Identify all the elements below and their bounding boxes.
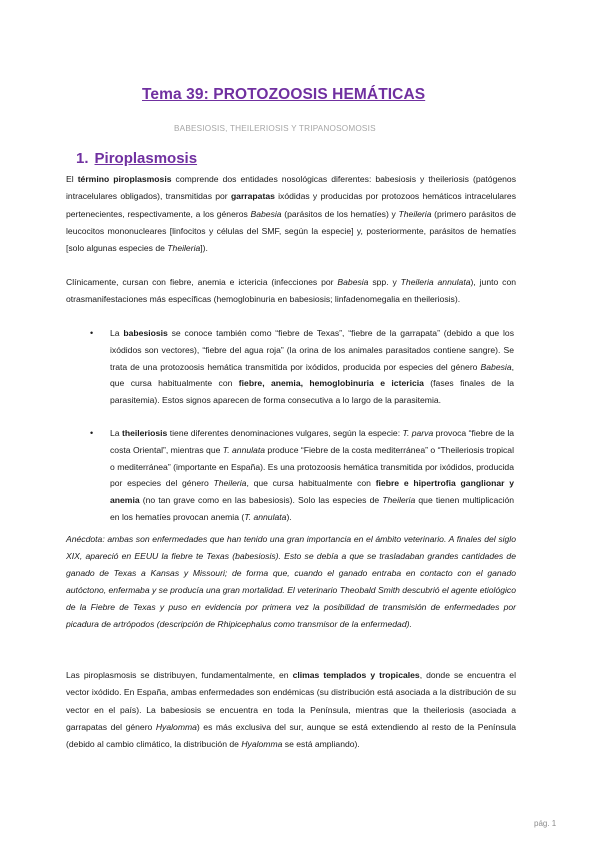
distribution-paragraph: Las piroplasmosis se distribuyen, fundamentalmente, en climas templados y tropicales, donde se encuentra el vector ixódido. En España, ambas enfermedades son endémicas (su distribución está asociada a la distribución de su vector en el país). La babesiosis se encuentra en toda la Península, mientras que la theileriosis (asociada a garrapatas del género Hyalomma) es más exclusiva del sur, aunque se está extendiendo al resto de la Península (debido al cambio climático, la distribución de Hyalomma se está ampliando). [66, 670, 516, 750]
section-heading [76, 150, 197, 167]
bullet-marker: • [90, 428, 94, 438]
bullet-marker: • [90, 328, 94, 338]
clinical-paragraph: Clínicamente, cursan con fiebre, anemia e ictericia (infecciones por Babesia spp. y Theileria annulata), junto con otrasmanifestaciones más específicas (hemoglobinuria en babesiosis; linfadenomegalia en theileriosis). [66, 277, 517, 305]
page-number: pág. 1 [534, 819, 557, 828]
list-item-babesiosis: La babesiosis se conoce también como “fiebre de Texas”, “fiebre de la garrapata” (debido a que los ixódidos son vectores), “fiebre del agua roja” (la orina de los animales parasitados contiene sangre). Se trata de una protozoosis hemática transmitida por ixódidos, producida por especies del género Babesia, que cursa habitualmente con fiebre, anemia, hemoglobinuria e ictericia (fases finales de la parasitemia). Estos signos aparecen de forma consecutiva a lo largo de la parasitemia. [110, 328, 514, 406]
section-title: Piroplasmosis [94, 150, 198, 167]
list-item-theileriosis: La theileriosis tiene diferentes denominaciones vulgares, según la especie: T. parva provoca “fiebre de la costa Oriental”, mientras que T. annulata produce “Fiebre de la costa mediterránea” o “Theileriosis tropical o mediterránea” (importante en España). Es una protozoosis hemática transmitida por ixódidos, producida por especies del género Theileria, que cursa habitualmente con fiebre e hipertrofia ganglionar y anemia (no tan grave como en las babesiosis). Solo las especies de Theileria que tienen multiplicación en los hematíes provocan anemia (T. annulata). [110, 428, 515, 522]
intro-paragraph: El término piroplasmosis comprende dos entidades nosológicas diferentes: babesiosis y theileriosis (patógenos intracelulares obligados), transmitidas por garrapatas ixódidas y producidas por protozoos hemáticos intracelulares pertenecientes, respectivamente, a los géneros Babesia (parásitos de los hematíes) y Theileria (primero parásitos de leucocitos mononucleares [linfocitos y células del SMF, según la especie] y, posteriormente, parásitos de hematíes [solo algunas especies de Theileria]). [66, 174, 516, 254]
section-number: 1. [76, 150, 89, 167]
page-title: Tema 39: PROTOZOOSIS HEMÁTICAS [142, 86, 426, 103]
page-subtitle: BABESIOSIS, THEILERIOSIS Y TRIPANOSOMOSIS [174, 124, 376, 133]
anecdote-paragraph: Anécdota: ambas son enfermedades que han tenido una gran importancia en el ámbito veterinario. A finales del siglo XIX, apareció en EEUU la fiebre te Texas (babesiosis). Esto se debía a que se trasladaban grandes cantidades de ganado de Texas a Kansas y Missouri; de forma que, cuando el ganado entraba en contacto con el ganado autóctono, enfermaba y se producía una gran mortalidad. El veterinario Theobald Smith descubrió el agente etiológico de la Fiebre de Texas y puso en evidencia por primera vez la posibilidad de transmisión de enfermedades por picadura de artrópodos (descripción de Rhipicephalus como transmisor de la enfermedad). [66, 534, 517, 630]
